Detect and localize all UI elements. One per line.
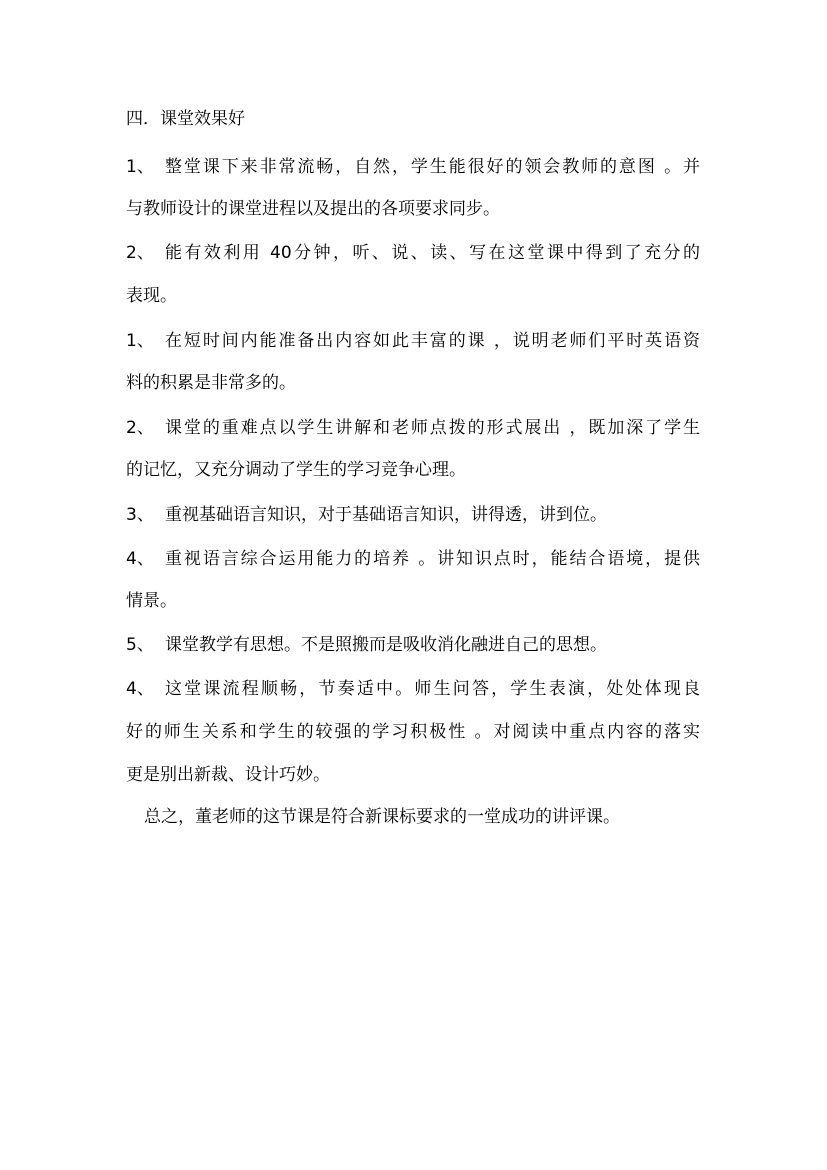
list-item-text: 课堂的重难点以学生讲解和老师点拨的形式展出 ，既加深了学生 xyxy=(165,418,700,438)
list-item-number: 3、 xyxy=(126,505,154,525)
list-item-1-line-2: 与教师设计的课堂进程以及提出的各项要求同步。 xyxy=(126,199,500,219)
list-item-number: 2、 xyxy=(126,243,154,263)
list-item-8-line-2 xyxy=(126,719,706,745)
list-item-text: 课堂教学有思想。不是照搬而是吸收消化融进自己的思想。 xyxy=(165,635,607,655)
list-item-text: 能有效利用 40分钟，听、说、读、写在这堂课中得到了充分的 xyxy=(165,243,700,263)
list-item-number: 4、 xyxy=(126,679,154,699)
list-item-1-line-1 xyxy=(126,154,706,180)
list-item-2-line-1 xyxy=(126,240,706,266)
list-item-6-line-1 xyxy=(126,546,706,572)
list-item-3-line-1 xyxy=(126,328,706,354)
conclusion-paragraph: 总之，董老师的这节课是符合新课标要求的一堂成功的讲评课。 xyxy=(144,807,620,827)
list-item-text: 好的师生关系和学生的较强的学习积极性 。对阅读中重点内容的落实 xyxy=(126,722,700,742)
list-item-6-line-2: 情景。 xyxy=(126,591,177,611)
list-item-text: 在短时间内能准备出内容如此丰富的课 ，说明老师们平时英语资 xyxy=(165,331,700,351)
list-item-8-line-3: 更是别出新裁、设计巧妙。 xyxy=(126,765,330,785)
list-item-3-line-2: 料的积累是非常多的。 xyxy=(126,373,296,393)
list-item-number: 4、 xyxy=(126,549,154,569)
list-item-5-line-1 xyxy=(126,502,706,528)
list-item-text: 重视基础语言知识，对于基础语言知识，讲得透，讲到位。 xyxy=(165,505,607,525)
list-item-2-line-2: 表现。 xyxy=(126,286,177,306)
section-heading: 四．课堂效果好 xyxy=(126,109,245,129)
list-item-8-line-1 xyxy=(126,676,706,702)
list-item-text: 整堂课下来非常流畅，自然，学生能很好的领会教师的意图 。并 xyxy=(165,157,700,177)
list-item-number: 5、 xyxy=(126,635,154,655)
list-item-4-line-1 xyxy=(126,415,706,441)
list-item-number: 1、 xyxy=(126,157,154,177)
list-item-7-line-1 xyxy=(126,632,706,658)
list-item-text: 这堂课流程顺畅，节奏适中。师生问答，学生表演，处处体现良 xyxy=(165,679,700,699)
list-item-number: 1、 xyxy=(126,331,154,351)
list-item-4-line-2: 的记忆，又充分调动了学生的学习竞争心理。 xyxy=(126,460,466,480)
list-item-number: 2、 xyxy=(126,418,154,438)
list-item-text: 重视语言综合运用能力的培养 。讲知识点时，能结合语境，提供 xyxy=(165,549,700,569)
